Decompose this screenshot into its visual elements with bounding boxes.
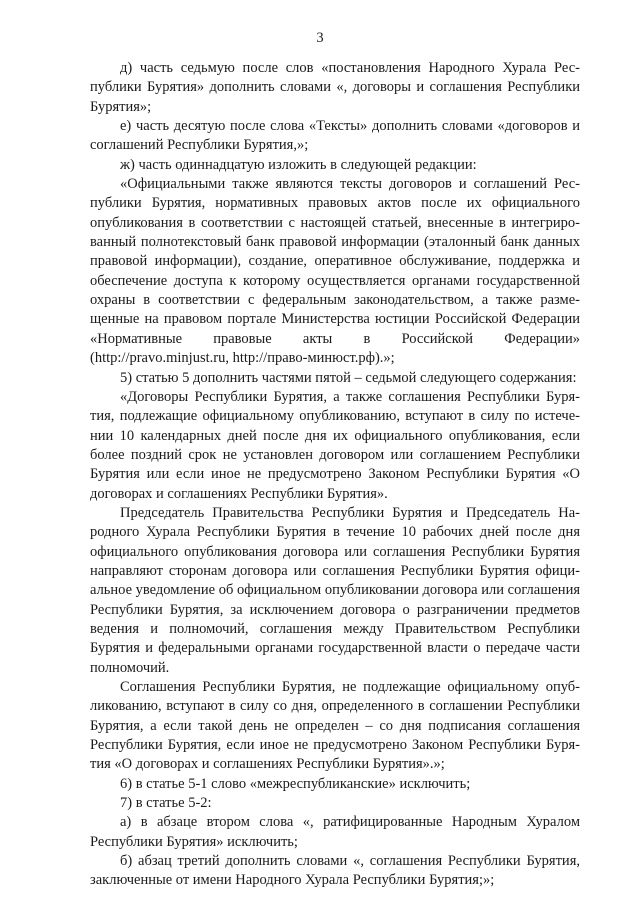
page-number: 3	[316, 30, 324, 46]
paragraph-sub-b: б) абзац третий дополнить словами «, соглашения Республики Бурятия, заключенные от имени Народного Хурала Республики Бурятия;»;	[90, 853, 580, 889]
paragraph-quote-treaties: «Договоры Республики Бурятия, а также соглашения Республики Бурятия, подлежащие официальному опубликованию, вступают в силу по истечении 10 календарных дней после дня их официального опубликования, если более поздний срок не установлен договором или соглашением Республики Бурятия или если иное не предусмотрено Законом Республики Бурятия «О договорах и соглашениях Республики Бурятия».	[90, 388, 580, 502]
document-body	[90, 59, 580, 891]
paragraph-sub-a: а) в абзаце втором слова «, ратифицированные Народным Хуралом Республики Бурятия» исключить;	[90, 814, 580, 850]
paragraph-item-6: 6) в статье 5-1 слово «межреспубликанские» исключить;	[120, 775, 471, 792]
paragraph-chairman-notification: Председатель Правительства Республики Бурятия и Председатель Народного Хурала Республики Бурятия в течение 10 рабочих дней после дня официального опубликования договора или соглашения Республики Бурятия направляют сторонам договора или соглашения Республики Бурятия официальное уведомление об официальном опубликовании договора или соглашения Республики Бурятия, за исключением договора о разграничении предметов ведения и полномочий, соглашения между Правительством Республики Бурятия и федеральными органами государственной власти о передаче части полномочий.	[90, 504, 580, 676]
paragraph-item-7: 7) в статье 5-2:	[120, 795, 212, 812]
paragraph-d: д) часть седьмую после слов «постановления Народного Хурала Республики Бурятия» дополнить словами «, договоры и соглашения Республики Бурятия»;	[90, 60, 580, 115]
paragraph-zh: ж) часть одиннадцатую изложить в следующей редакции:	[120, 156, 477, 173]
paragraph-e: е) часть десятую после слова «Тексты» дополнить словами «договоров и соглашений Республики Бурятия,»;	[90, 118, 580, 154]
paragraph-item-5: 5) статью 5 дополнить частями пятой – седьмой следующего содержания:	[120, 369, 577, 386]
paragraph-quote-official-texts: «Официальными также являются тексты договоров и соглашений Республики Бурятия, нормативных правовых актов после их официального опубликования в соответствии с настоящей статьей, внесенные в интегрированный полнотекстовый банк правовой информации (эталонный банк данных правовой информации), создание, оперативное обслуживание, поддержка и обеспечение доступа к которому осуществляется органами государственной охраны в соответствии с федеральным законодательством, а также размещенные на правовом портале Министерства юстиции Российской Федерации «Нормативные правовые акты в Российской Федерации» (http://pravo.minjust.ru, http://право-минюст.рф).»;	[90, 176, 580, 367]
paragraph-agreements-entry-into-force: Соглашения Республики Бурятия, не подлежащие официальному опубликованию, вступают в силу со дня, определенного в соглашении Республики Бурятия, а если такой день не определен – со дня подписания соглашения Республики Бурятия, если иное не предусмотрено Законом Республики Бурятия «О договорах и соглашениях Республики Бурятия».»;	[90, 679, 580, 773]
